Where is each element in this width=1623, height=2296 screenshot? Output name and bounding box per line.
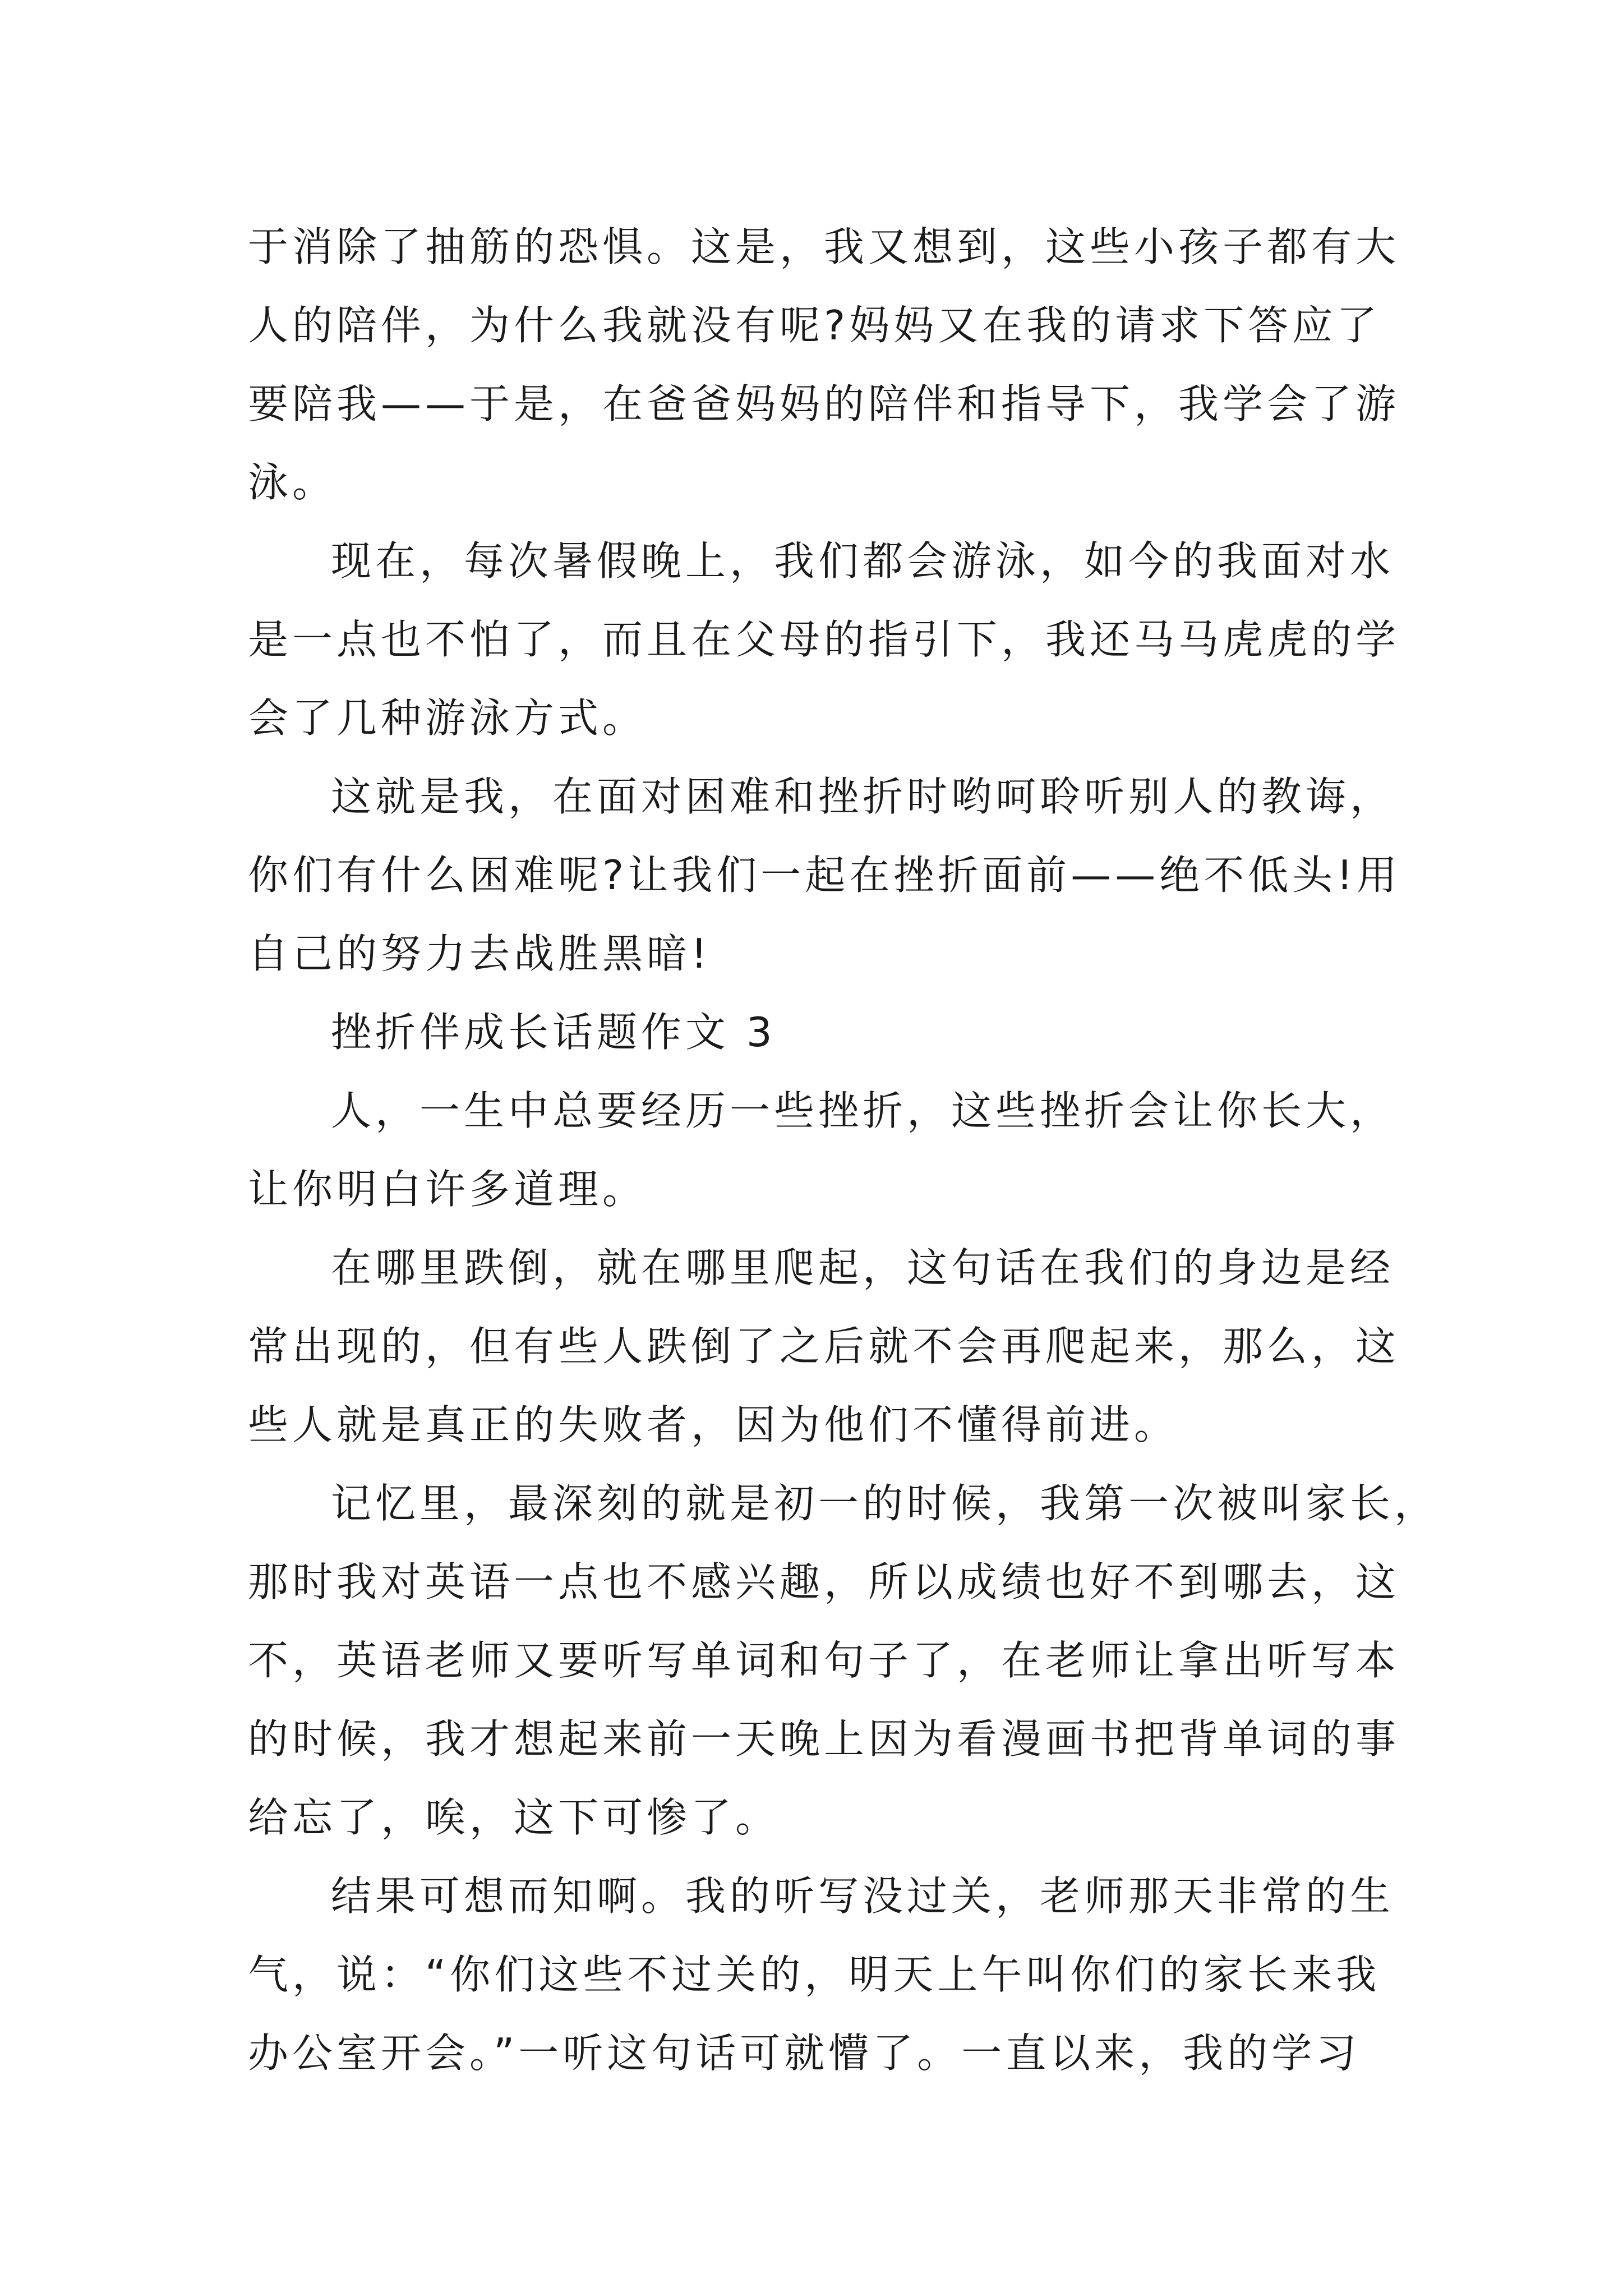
text-line: 泳。 [248,459,337,506]
text-line: 是一点也不怕了，而且在父母的指引下，我还马马虎虎的学 [248,616,1400,663]
text-line: 不，英语老师又要听写单词和句子了，在老师让拿出听写本 [248,1637,1400,1684]
text-line: 会了几种游泳方式。 [248,694,647,742]
text-line: 气，说：“你们这些不过关的，明天上午叫你们的家长来我 [248,1951,1381,1998]
text-line: 于消除了抽筋的恐惧。这是，我又想到，这些小孩子都有大 [248,223,1400,270]
paragraph-first-line: 结果可想而知啊。我的听写没过关，老师那天非常的生 [331,1872,1395,1920]
text-line: 那时我对英语一点也不感兴趣，所以成绩也好不到哪去，这 [248,1558,1400,1605]
text-line: 你们有什么困难呢?让我们一起在挫折面前——绝不低头!用 [248,852,1401,899]
paragraph-first-line: 现在，每次暑假晚上，我们都会游泳，如今的我面对水 [331,537,1395,585]
text-line: 要陪我——于是，在爸爸妈妈的陪伴和指导下，我学会了游 [248,380,1400,427]
text-line: 些人就是真正的失败者，因为他们不懂得前进。 [248,1401,1179,1448]
paragraph-first-line: 记忆里，最深刻的就是初一的时候，我第一次被叫家长， [331,1480,1439,1527]
section-heading: 挫折伴成长话题作文 3 [331,1009,776,1056]
paragraph-first-line: 在哪里跌倒，就在哪里爬起，这句话在我们的身边是经 [331,1244,1395,1291]
document-body [248,208,1439,2092]
text-line: 的时候，我才想起来前一天晚上因为看漫画书把背单词的事 [248,1715,1400,1763]
text-line: 给忘了，唉，这下可惨了。 [248,1794,780,1841]
text-line: 办公室开会。”一听这句话可就懵了。一直以来，我的学习 [248,2030,1361,2077]
text-line: 常出现的，但有些人跌倒了之后就不会再爬起来，那么，这 [248,1323,1400,1370]
paragraph-first-line: 这就是我，在面对困难和挫折时哟呵聆听别人的教诲， [331,773,1395,820]
text-line: 人的陪伴，为什么我就没有呢?妈妈又在我的请求下答应了 [248,302,1381,349]
text-line: 自己的努力去战胜黑暗! [248,930,711,977]
text-line: 让你明白许多道理。 [248,1166,647,1213]
paragraph-first-line: 人，一生中总要经历一些挫折，这些挫折会让你长大， [331,1087,1395,1134]
